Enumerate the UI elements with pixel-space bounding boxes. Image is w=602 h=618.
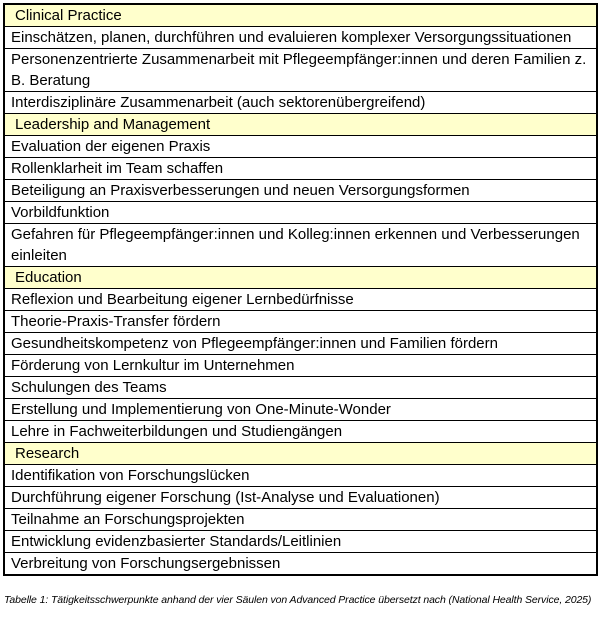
table-row: Reflexion und Bearbeitung eigener Lernbedürfnisse <box>5 289 596 311</box>
table-row: Förderung von Lernkultur im Unternehmen <box>5 355 596 377</box>
table-row: Theorie-Praxis-Transfer fördern <box>5 311 596 333</box>
table-row: Teilnahme an Forschungsprojekten <box>5 509 596 531</box>
table-row: Gefahren für Pflegeempfänger:innen und Kolleg:innen erkennen und Verbesserungen einleiten <box>5 224 596 267</box>
section-header-row: Clinical Practice <box>5 5 596 27</box>
table-row: Interdisziplinäre Zusammenarbeit (auch sektorenübergreifend) <box>5 92 596 114</box>
table-row: Verbreitung von Forschungsergebnissen <box>11 555 281 572</box>
table-row: Einschätzen, planen, durchführen und evaluieren komplexer Versorgungssituationen <box>5 27 596 49</box>
table-row: Vorbildfunktion <box>5 202 596 224</box>
table-row: Beteiligung an Praxisverbesserungen und neuen Versorgungsformen <box>5 180 596 202</box>
section-header-row: Education <box>5 267 596 289</box>
table-row: Lehre in Fachweiterbildungen und Studiengängen <box>5 421 596 443</box>
table-row: Schulungen des Teams <box>5 377 596 399</box>
advanced-practice-pillars-table <box>3 3 598 576</box>
table-caption: Tabelle 1: Tätigkeitsschwerpunkte anhand der vier Säulen von Advanced Practice übersetzt nach (National Health Service, 2025) <box>4 594 592 606</box>
table-row: Rollenklarheit im Team schaffen <box>5 158 596 180</box>
table-row: Gesundheitskompetenz von Pflegeempfänger:innen und Familien fördern <box>5 333 596 355</box>
table-row: Entwicklung evidenzbasierter Standards/Leitlinien <box>5 531 596 553</box>
table-row: Personenzentrierte Zusammenarbeit mit Pflegeempfänger:innen und deren Familien z. B. Beratung <box>5 49 596 92</box>
section-header-row: Research <box>5 443 596 465</box>
table-row: Evaluation der eigenen Praxis <box>5 136 596 158</box>
section-header-row: Leadership and Management <box>5 114 596 136</box>
table-row: Identifikation von Forschungslücken <box>5 465 596 487</box>
table-row: Durchführung eigener Forschung (Ist-Analyse und Evaluationen) <box>5 487 596 509</box>
table-row: Erstellung und Implementierung von One-Minute-Wonder <box>5 399 596 421</box>
